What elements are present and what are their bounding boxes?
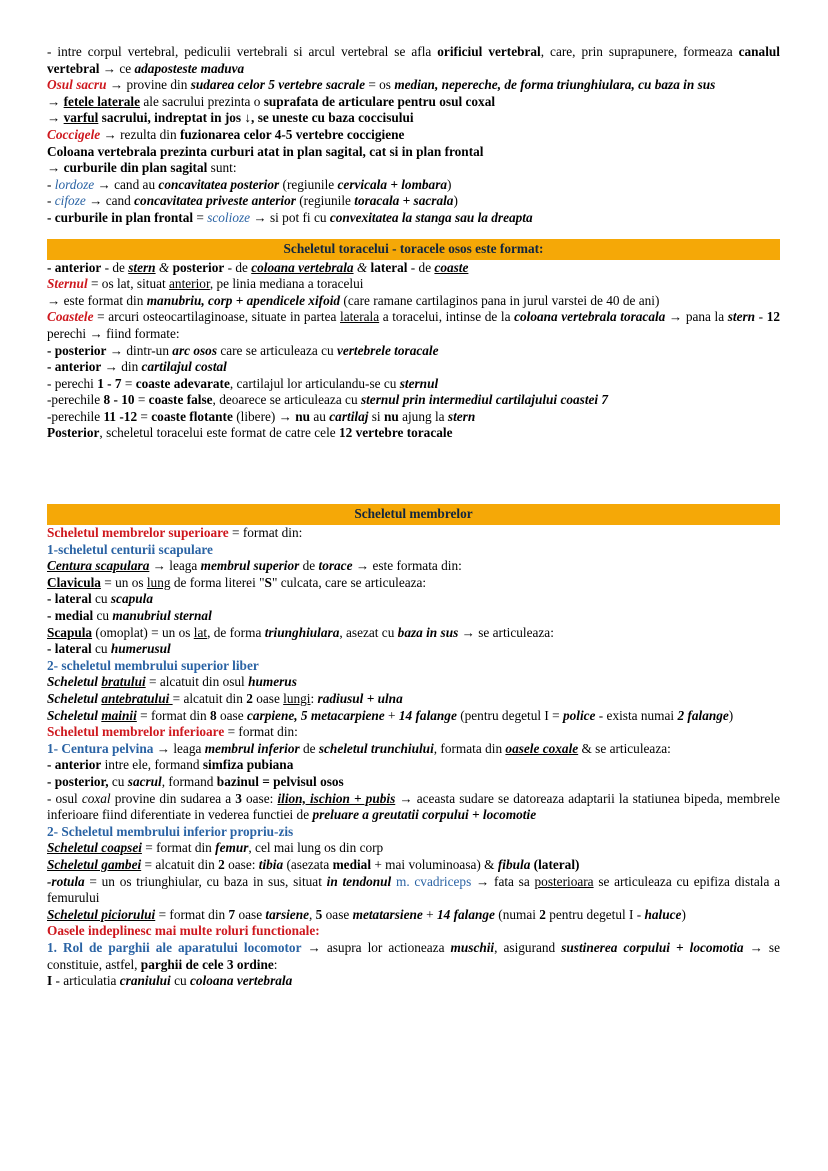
text-bold-italic: cartilaj — [329, 408, 369, 424]
text: & se articuleaza: — [578, 740, 671, 756]
text-bold-italic: sustinerea corpului + locomotia — [561, 939, 744, 955]
text: → este format din — [47, 292, 147, 308]
text: → provine din — [106, 77, 191, 93]
text-bold: - medial — [47, 608, 94, 624]
bullet-dash: - — [47, 176, 55, 192]
text-underline: anterior — [169, 276, 210, 292]
text: → rezulta din — [100, 126, 180, 142]
text-bold: - anterior — [47, 359, 102, 375]
text: ale sacrului prezinta o — [140, 93, 264, 109]
paragraph-centura-scapulara — [47, 558, 780, 575]
text: → asupra lor actioneaza — [301, 939, 451, 955]
text-bold: - lateral — [47, 641, 92, 657]
paragraph-centura-scapulara-heading: 1-scheletul centurii scapulare — [47, 541, 213, 557]
text: → pana la — [665, 309, 728, 325]
term-sternul: Sternul — [47, 276, 88, 292]
term-centura-pelvina: 1- Centura pelvina — [47, 740, 154, 756]
text: , pe linia mediana a toracelui — [209, 276, 364, 292]
paragraph-parghie-ordin-i — [47, 973, 780, 990]
paragraph-curburi: Coloana vertebrala prezinta curburi atat in plan sagital, cat si in plan frontal — [47, 143, 484, 159]
paragraph-coastele — [47, 309, 780, 342]
text: , scheletul toracelui este format de catre cele — [99, 425, 340, 441]
text: - — [755, 309, 767, 325]
text-bold: orificiul vertebral — [437, 44, 541, 59]
text-bold-italic: femur — [215, 840, 249, 856]
text: = un os triunghiular, cu baza in sus, situat — [84, 873, 327, 889]
text: , asigurand — [494, 939, 562, 955]
text-bold-italic: radiusul + ulna — [317, 691, 403, 706]
text-bold-underline: varful — [63, 110, 99, 126]
paragraph-scheletul-gambei — [47, 857, 780, 874]
text: ) — [453, 193, 458, 209]
text: si — [368, 408, 384, 424]
term-oasele-coxale: oasele coxale — [505, 740, 579, 756]
text-bold: 11 -12 — [103, 408, 138, 424]
text-bold-italic: triunghiulara — [264, 624, 340, 640]
text-bold: simfiza pubiana — [202, 757, 294, 773]
paragraph-cifoze — [47, 193, 780, 210]
text: → este formata din: — [352, 558, 462, 574]
paragraph-roluri-functionale: Oasele indeplinesc mai multe roluri functionale: — [47, 923, 320, 939]
term-membre-inferioare: Scheletul membrelor inferioare — [47, 724, 225, 740]
text-bold-italic: scapula — [110, 591, 153, 607]
text-bold-italic: 2 falange — [677, 707, 729, 723]
text: + — [384, 707, 399, 723]
text-bold-italic: arc osos — [172, 342, 217, 358]
term-lordoze: lordoze — [54, 176, 95, 192]
term-haluce: haluce — [644, 906, 682, 922]
text-bold: 2 — [246, 691, 253, 706]
text: " culcata, care se articuleaza: — [271, 574, 427, 590]
text-bold: 1 - 7 — [97, 375, 122, 391]
text: , deoarece se articuleaza cu — [212, 392, 361, 408]
paragraph-lordoze — [47, 177, 780, 194]
text: → si pot fi cu — [250, 209, 330, 225]
text: oase: — [224, 856, 259, 872]
paragraph-coaste-flotante — [47, 409, 780, 426]
text-bold-italic: baza in sus — [397, 624, 459, 640]
text: = alcatuit din — [141, 856, 219, 872]
text: , formata din — [433, 740, 506, 756]
text-bold-italic: coloana vertebrala toracala — [514, 309, 666, 325]
text-bold: coaste false — [148, 392, 213, 408]
arrow-glyph: → — [47, 93, 64, 109]
term-clavicula: Clavicula — [47, 574, 101, 590]
text: care se articuleaza cu — [217, 342, 337, 358]
text: perechi → fiind formate: — [47, 325, 180, 341]
text-bold: - posterior, — [47, 773, 109, 789]
text-bold-italic: torace — [318, 558, 353, 574]
text: = — [134, 392, 149, 408]
text: : — [310, 691, 318, 706]
text: , formand — [161, 773, 217, 789]
text: , asezat cu — [339, 624, 398, 640]
text-bold: (lateral) — [530, 856, 580, 872]
text-bold-italic: scheletul trunchiului — [318, 740, 434, 756]
text-bold: sacrului — [98, 110, 148, 126]
paragraph-membru-inferior-heading: 2- Scheletul membrului inferior propriu-zis — [47, 823, 294, 839]
text-bold-italic: in tendonul — [326, 873, 392, 889]
text-bold-italic: sternul — [399, 375, 439, 391]
text: → fata sa — [471, 873, 535, 889]
text-bold-italic: craniului — [119, 973, 171, 989]
term-coaste: coaste — [434, 259, 469, 275]
text: = format din: — [224, 724, 298, 740]
term-bratului: bratului — [101, 674, 146, 690]
paragraph-scheletul-bratului — [47, 674, 780, 691]
paragraph-clavicula-medial — [47, 608, 780, 625]
paragraph-pelvina-posterior — [47, 774, 780, 791]
text: , cel mai lung os din corp — [248, 840, 384, 856]
term-rotula: -rotula — [47, 873, 85, 889]
paragraph-orificiul-vertebral — [47, 44, 780, 77]
paragraph-osul-sacru — [47, 77, 780, 94]
text-bold: bazinul = pelvisul osos — [216, 773, 344, 789]
text-bold-italic: stern — [727, 309, 756, 325]
text-bold: - anterior — [47, 757, 102, 773]
text-bold-italic: humerusul — [110, 641, 171, 657]
text: (omoplat) = un os — [92, 624, 194, 640]
document-body — [47, 44, 780, 990]
term-m-cvadriceps: m. cvadriceps — [391, 873, 472, 889]
text: → se constituie, astfel, — [47, 939, 780, 972]
text: cu — [91, 591, 111, 607]
paragraph-centura-pelvina — [47, 741, 780, 758]
text-bold: , indreptat in jos ↓, se uneste cu baza coccisului — [147, 110, 414, 126]
text-bold: 8 - 10 — [103, 392, 135, 408]
text-bold: 2 — [539, 906, 546, 922]
text-bold: coaste flotante — [151, 408, 233, 424]
paragraph-fetele-laterale — [47, 94, 780, 111]
text: oase — [216, 707, 247, 723]
text-bold-italic: vertebrele toracale — [336, 342, 439, 358]
term-rol-parghii: 1. Rol de parghii ale aparatului locomotor — [47, 939, 302, 955]
text: - intre corpul vertebral, pediculii vertebrali si arcul vertebral se afla — [47, 44, 438, 59]
term-coloana-vertebrala: coloana vertebrala — [251, 259, 354, 275]
text: -perechile — [47, 408, 104, 424]
text: = format din — [155, 906, 229, 922]
text: = — [121, 375, 136, 391]
text: oase — [322, 906, 353, 922]
text-underline: posterioara — [534, 873, 594, 889]
text: se articuleaza cu epifiza distala a femurului — [47, 873, 781, 906]
paragraph-plan-sagital — [47, 160, 780, 177]
text: + — [422, 906, 437, 922]
text: → se articuleaza: — [458, 624, 554, 640]
text: cu — [93, 608, 113, 624]
text: - exista numai — [595, 707, 678, 723]
text-bold-italic: carpiene, 5 metacarpiene — [246, 707, 385, 723]
text: → aceasta sudare se datoreaza adaptarii la statiunea bipeda, membrele inferioare fiind diferentiate in vederea functiei de — [47, 790, 780, 823]
paragraph-varful-sacrului — [47, 110, 780, 127]
text: cu — [91, 641, 111, 657]
text: (regiunile — [295, 193, 355, 209]
text: (numai — [494, 906, 540, 922]
text-bold-italic: coloana vertebrala — [189, 973, 293, 989]
text-bold-italic: Scheletul — [47, 707, 102, 723]
text: a toracelui, intinse de la — [379, 309, 515, 325]
term-osul-sacru: Osul sacru — [47, 77, 107, 93]
text-bold: nu — [295, 408, 311, 424]
text-bold-italic: manubriul sternal — [112, 608, 212, 624]
text: de — [299, 740, 319, 756]
text: oase — [235, 906, 266, 922]
text-bold-italic: cervicala + lombara — [337, 176, 448, 192]
text-bold-italic: sternul prin intermediul cartilajului coastei 7 — [360, 392, 609, 408]
term-scheletul-piciorului: Scheletul piciorului — [47, 906, 156, 922]
text: → leaga — [153, 740, 205, 756]
paragraph-pelvina-anterior — [47, 757, 780, 774]
text-bold: medial — [332, 856, 372, 872]
text: , de forma — [207, 624, 265, 640]
text: (pentru degetul I = — [456, 707, 563, 723]
text-bold: 5 — [315, 906, 323, 922]
paragraph-coasta-anterior — [47, 359, 780, 376]
text-bold: - lateral — [47, 591, 92, 607]
text-bold-italic: sacrul — [127, 773, 162, 789]
text: - de — [101, 259, 129, 275]
text-bold: 12 vertebre toracale — [339, 425, 453, 441]
text: = arcuri osteocartilaginoase, situate in partea — [93, 309, 341, 325]
text: = format din: — [228, 525, 303, 541]
paragraph-scheletul-mainii — [47, 708, 780, 725]
text: au — [310, 408, 330, 424]
term-scolioze: scolioze — [207, 209, 251, 225]
paragraph-torace-componente — [47, 260, 780, 277]
paragraph-osul-coxal — [47, 791, 780, 824]
text: ajung la — [398, 408, 448, 424]
text: cu — [170, 973, 190, 989]
text-bold-italic: stern — [447, 408, 476, 424]
term-stern: stern — [128, 259, 156, 275]
term-membre-superioare: Scheletul membrelor superioare — [47, 525, 229, 541]
text: : — [273, 956, 278, 972]
paragraph-scapula — [47, 625, 780, 642]
text: = alcatuit din osul — [145, 674, 249, 690]
text-bold-italic: police — [562, 707, 596, 723]
text-bold-italic: preluare a greutatii corpului + locomotie — [312, 807, 537, 823]
text-bold-italic: muschii — [450, 939, 495, 955]
text-underline: lat — [193, 624, 208, 640]
text: oase: — [241, 790, 278, 806]
text-bold: S — [264, 574, 272, 590]
term-scheletul-coapsei: Scheletul coapsei — [47, 840, 142, 856]
text: oase — [252, 691, 284, 706]
paragraph-scheletul-piciorului — [47, 907, 780, 924]
paragraph-coaste-false — [47, 392, 780, 409]
text: → cand — [85, 193, 135, 209]
text: (regiunile — [279, 176, 338, 192]
text-bold: 3 — [235, 790, 242, 806]
text-underline: laterala — [340, 309, 380, 325]
paragraph-scheletul-antebratului — [47, 691, 780, 708]
text: → din — [101, 359, 142, 375]
text: intre ele, formand — [101, 757, 203, 773]
text: - articulatia — [52, 973, 120, 989]
paragraph-clavicula — [47, 575, 780, 592]
text: pentru degetul I - — [545, 906, 645, 922]
text-bold: lateral — [370, 259, 408, 275]
text: → leaga — [149, 558, 201, 574]
term-coccigele: Coccigele — [47, 126, 101, 142]
text: → cand au — [94, 176, 159, 192]
text-bold: - anterior — [47, 259, 102, 275]
arrow-glyph: → — [47, 110, 64, 126]
text-bold: → curburile din plan sagital — [47, 160, 208, 176]
text-italic: & — [353, 259, 371, 275]
text: = un os — [100, 574, 147, 590]
text-bold-italic: concavitatea posterior — [158, 176, 280, 192]
text-bold-italic: Scheletul — [47, 691, 102, 706]
text-bold: canalul vertebral — [47, 44, 780, 76]
text-bold: 7 — [228, 906, 236, 922]
text-bold-italic: adaposteste maduva — [134, 60, 245, 76]
paragraph-coaste-adevarate — [47, 376, 780, 393]
text-underline: lungi — [283, 691, 311, 706]
text: (libere) → — [232, 408, 296, 424]
text-bold-italic: toracala + sacrala — [354, 193, 454, 209]
text-italic: coxal — [81, 790, 111, 806]
paragraph-coasta-posterior — [47, 343, 780, 360]
text-bold-italic: membrul inferior — [204, 740, 300, 756]
term-mainii: mainii — [101, 707, 137, 723]
text-bold: suprafata de articulare pentru osul coxal — [263, 93, 496, 109]
paragraph-plan-frontal — [47, 210, 780, 227]
text: - de — [224, 259, 252, 275]
text: = format din — [136, 707, 211, 723]
paragraph-membru-superior-liber-heading: 2- scheletul membrului superior liber — [47, 657, 259, 673]
paragraph-clavicula-lateral — [47, 591, 780, 608]
text: , cartilajul lor articulandu-se cu — [229, 375, 400, 391]
text-bold: 12 — [766, 309, 781, 325]
term-ilion-ischion-pubis: ilion, ischion + pubis — [277, 790, 396, 806]
section-banner-membrelor: Scheletul membrelor — [47, 504, 780, 525]
text: (care ramane cartilaginos pana in jurul varstei de 40 de ani) — [340, 292, 660, 308]
text: = — [193, 209, 208, 225]
text-bold: coaste adevarate — [135, 375, 230, 391]
text: - de — [407, 259, 435, 275]
text-bold-italic: 14 falange — [398, 707, 457, 723]
text: - perechi — [47, 375, 98, 391]
vertical-gap — [47, 227, 780, 239]
text-bold: posterior — [172, 259, 225, 275]
paragraph-rotula — [47, 874, 780, 907]
paragraph-scapula-lateral — [47, 641, 780, 658]
text: + mai voluminoasa) & — [371, 856, 498, 872]
text-bold-italic: manubriu, corp + apendicele xifoid — [146, 292, 341, 308]
vertical-gap-large — [47, 442, 780, 504]
text: -perechile — [47, 392, 104, 408]
text: de — [299, 558, 319, 574]
text: → ce — [99, 60, 135, 76]
text-bold: Posterior — [47, 425, 100, 441]
text: → dintr-un — [106, 342, 173, 358]
text-bold: - curburile in plan frontal — [47, 209, 194, 225]
text-bold: 2 — [218, 856, 225, 872]
text-bold-italic: tibia — [258, 856, 284, 872]
text-italic: & — [155, 259, 173, 275]
paragraph-scheletul-coapsei — [47, 840, 780, 857]
text-bold-italic: metatarsiene — [352, 906, 423, 922]
text-bold-italic: cartilajul costal — [141, 359, 227, 375]
text: ) — [681, 906, 686, 922]
text-bold: nu — [383, 408, 399, 424]
text: - osul — [47, 790, 82, 806]
term-centura-scapulara: Centura scapulara — [47, 558, 150, 574]
paragraph-sternul — [47, 276, 780, 293]
section-banner-toracele: Scheletul toracelui - toracele osos este format: — [47, 239, 780, 260]
text: cu — [108, 773, 128, 789]
text-bold-italic: median, nepereche, de forma triunghiulara, cu baza in sus — [394, 77, 716, 93]
text-bold: 8 — [210, 707, 217, 723]
text-bold: parghii de cele 3 ordine — [140, 956, 274, 972]
text-bold-italic: convexitatea la stanga sau la dreapta — [329, 209, 533, 225]
text: ) — [447, 176, 452, 192]
text-underline: lung — [146, 574, 171, 590]
text-bold-italic: tarsiene — [265, 906, 310, 922]
text-bold-underline: fetele laterale — [63, 93, 141, 109]
paragraph-posterior-torace — [47, 425, 780, 442]
text: provine din sudarea a — [110, 790, 236, 806]
text-bold-italic: 14 falange — [436, 906, 495, 922]
text-bold-italic: concavitatea priveste anterior — [134, 193, 296, 209]
text: = format din — [141, 840, 216, 856]
paragraph-membre-inferioare — [47, 724, 780, 741]
paragraph-rol-parghii — [47, 940, 780, 973]
term-scheletul-gambei: Scheletul gambei — [47, 856, 142, 872]
paragraph-membre-superioare — [47, 525, 780, 542]
text: , care, prin suprapunere, formeaza — [540, 44, 739, 59]
term-coastele: Coastele — [47, 309, 94, 325]
text-bold-italic: sudarea celor 5 vertebre sacrale — [190, 77, 366, 93]
text: = os — [365, 77, 395, 93]
text-bold-italic: fibula — [497, 856, 531, 872]
text-bold: I — [47, 973, 53, 989]
paragraph-stern-format — [47, 293, 780, 310]
term-antebratului: antebratului — [101, 691, 173, 706]
text: = os lat, situat — [87, 276, 170, 292]
text-bold-italic: Scheletul — [47, 674, 102, 690]
bullet-dash: - — [47, 193, 55, 209]
text-bold: - posterior — [47, 342, 107, 358]
paragraph-coccigele — [47, 127, 780, 144]
text: sunt: — [207, 160, 237, 176]
text: , — [309, 906, 316, 922]
text: ) — [728, 707, 734, 723]
text: = alcatuit din — [172, 691, 247, 706]
term-cifoze: cifoze — [54, 193, 86, 209]
text-bold: fuzionarea celor 4-5 vertebre coccigiene — [179, 126, 405, 142]
text: = — [137, 408, 152, 424]
text: de forma literei " — [170, 574, 265, 590]
term-scapula: Scapula — [47, 624, 93, 640]
text-bold-italic: humerus — [248, 674, 297, 690]
text-bold-italic: membrul superior — [200, 558, 300, 574]
text: (asezata — [283, 856, 333, 872]
